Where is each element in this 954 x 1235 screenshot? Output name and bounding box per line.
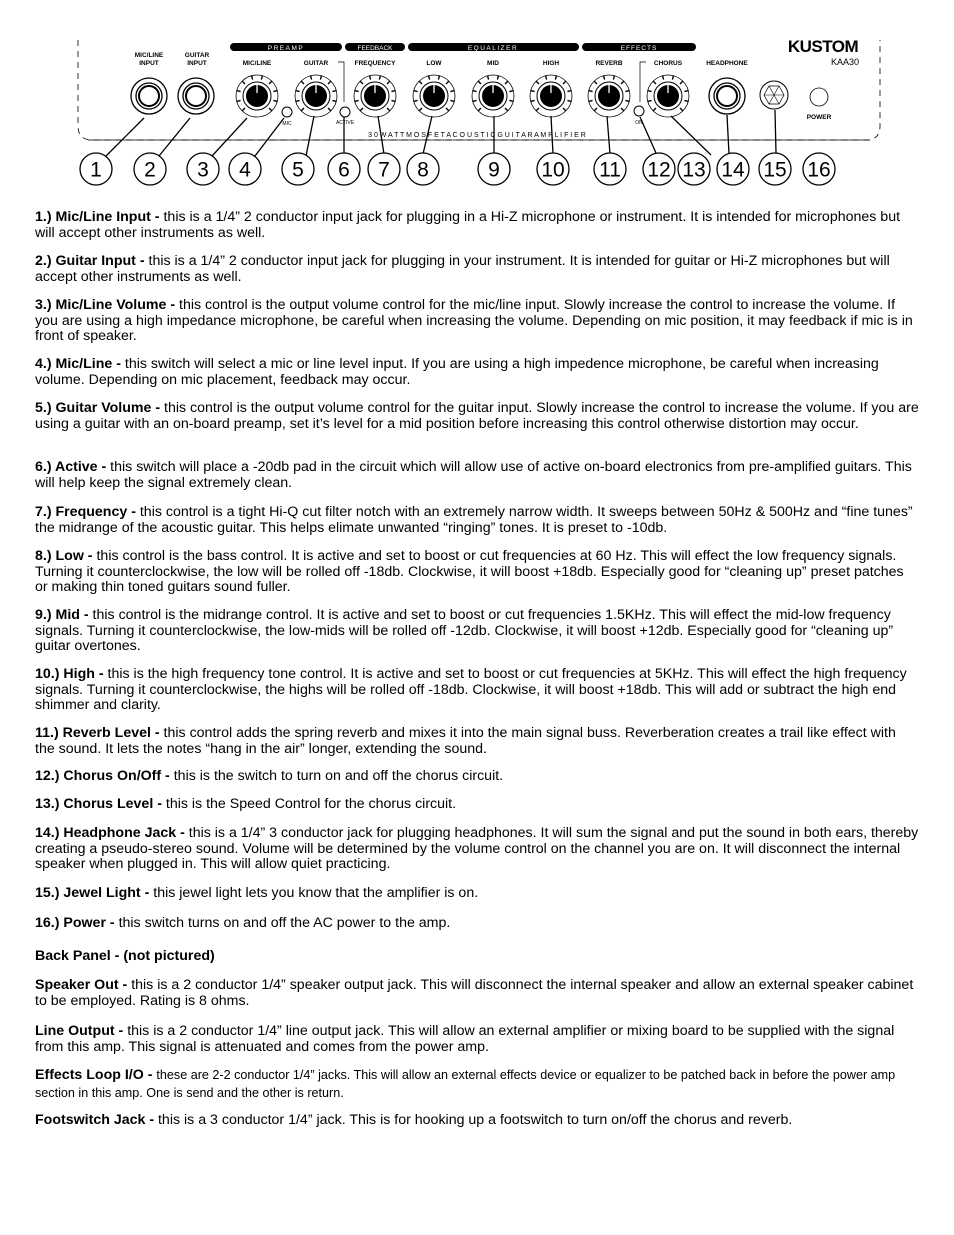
callout-7 bbox=[368, 153, 400, 185]
callout-16 bbox=[803, 153, 835, 185]
callout-13 bbox=[678, 153, 710, 185]
description-label: Speaker Out - bbox=[35, 977, 132, 993]
description-text: this is the switch to turn on and off the chorus circuit. bbox=[173, 768, 504, 784]
section-bars bbox=[230, 43, 696, 52]
callout-9 bbox=[478, 153, 510, 185]
knob-label-reverb: REVERB bbox=[595, 60, 623, 67]
description-text: this is a 1/4” 3 conductor jack for plugging headphones. It will sum the signal and put the sound in both ears, thereby creating a pseudo-stereo sound. Volume will be determined by the volume control on the channel you are on. It will disconnect the internal speaker when plugged in. This will allow quiet practicing. bbox=[35, 825, 919, 872]
description-paragraph bbox=[35, 769, 919, 785]
description-paragraph bbox=[35, 726, 919, 757]
guitar-input-jack bbox=[178, 78, 214, 114]
description-label: 10.) High - bbox=[35, 666, 108, 682]
description-label: 2.) Guitar Input - bbox=[35, 253, 149, 269]
description-text: this jewel light lets you know that the amplifier is on. bbox=[153, 885, 479, 901]
description-text: this is a 1/4” 2 conductor input jack for plugging in a Hi-Z microphone or instrument. It is intended for microphones but will accept other instruments as well. bbox=[35, 209, 901, 241]
description-label: 7.) Frequency - bbox=[35, 504, 140, 520]
label-power: POWER bbox=[806, 114, 832, 121]
description-paragraph bbox=[35, 1024, 919, 1055]
callout-number: 14 bbox=[721, 158, 745, 182]
callout-number: 16 bbox=[807, 158, 831, 182]
active-switch bbox=[340, 107, 350, 117]
description-paragraph bbox=[35, 298, 919, 345]
label-headphone: HEADPHONE bbox=[706, 60, 748, 67]
description-paragraph bbox=[35, 916, 919, 932]
description-text: this is the Speed Control for the chorus circuit. bbox=[165, 796, 457, 812]
description-text: this control is a tight Hi-Q cut filter notch with an extremely narrow width. It sweeps between 50Hz & 500Hz and “fine tunes” the midrange of the acoustic guitar. This helps elimate unwanted “ringing” tones. It is preset to -10db. bbox=[35, 504, 913, 536]
description-label: 12.) Chorus On/Off - bbox=[35, 768, 174, 784]
callout-5 bbox=[282, 153, 314, 185]
description-label: 8.) Low - bbox=[35, 548, 97, 564]
description-text: this is a 2 conductor 1/4” speaker output jack. This will disconnect the internal speaker and allow an external speaker cabinet to be employed. Rating is 8 ohms. bbox=[35, 977, 914, 1009]
frequency-knob bbox=[354, 75, 396, 117]
switch-label-on: ON bbox=[635, 120, 643, 126]
description-paragraph bbox=[35, 1066, 919, 1102]
description-paragraph bbox=[35, 826, 919, 873]
description-text: this control is the bass control. It is active and set to boost or cut frequencies at 60 Hz. This will effect the low frequency signals. Turning it counterclockwise, the low will be rolled off -18db. Clockwise, it will boost +18db. Especially good for “cleaning up” preset patches or making thin toned guitars sound fuller. bbox=[35, 548, 904, 595]
back-panel-heading: Back Panel - (not pictured) bbox=[35, 948, 215, 964]
description-paragraph bbox=[35, 886, 919, 902]
description-paragraph bbox=[35, 667, 919, 714]
section-label-equalizer: EQUALIZER bbox=[467, 45, 519, 52]
panel-tagline: 3 0 W A T T M O S F E T A C O U S T I C G U I T A R A M P L I F I E R bbox=[368, 132, 586, 139]
description-paragraph bbox=[35, 210, 919, 241]
callout-number: 8 bbox=[417, 158, 429, 182]
description-paragraph bbox=[35, 505, 919, 536]
description-paragraph bbox=[35, 401, 919, 432]
description-text: this switch will select a mic or line level input. If you are using a high impedence microphone, be careful when increasing volume. Depending on mic placement, feedback may occur. bbox=[35, 356, 879, 388]
description-label: 9.) Mid - bbox=[35, 607, 93, 623]
description-paragraph bbox=[35, 797, 919, 813]
description-label: 1.) Mic/Line Input - bbox=[35, 209, 164, 225]
description-label: Footswitch Jack - bbox=[35, 1112, 158, 1128]
callout-3 bbox=[187, 153, 219, 185]
chorus-level-knob bbox=[647, 75, 689, 117]
description-label: 3.) Mic/Line Volume - bbox=[35, 297, 179, 313]
description-paragraph bbox=[35, 549, 919, 596]
description-paragraph bbox=[35, 357, 919, 388]
mic-line-input-jack bbox=[131, 78, 167, 114]
description-text: these are 2-2 conductor 1/4” jacks. This will allow an external effects device or equalizer to be patched back in before the power amp section in this amp. One is send and the other is return. bbox=[35, 1068, 896, 1100]
description-label: 4.) Mic/Line - bbox=[35, 356, 125, 372]
callout-number: 6 bbox=[338, 158, 350, 182]
callout-number: 11 bbox=[599, 158, 621, 182]
callout-10 bbox=[537, 153, 569, 185]
callout-15 bbox=[759, 153, 791, 185]
callout-number: 9 bbox=[488, 158, 500, 182]
callout-number: 15 bbox=[763, 158, 787, 182]
power-switch bbox=[810, 88, 828, 106]
callout-1 bbox=[80, 153, 112, 185]
callout-12 bbox=[643, 153, 675, 185]
description-text: this control adds the spring reverb and mixes it into the main signal buss. Reverberation creates a trail like effect with the sound. It lets the notes “hang in the air” longer, extending the sound. bbox=[35, 725, 896, 757]
callout-number: 5 bbox=[292, 158, 304, 182]
callout-number: 3 bbox=[197, 158, 209, 182]
description-text: this switch turns on and off the AC power to the amp. bbox=[118, 915, 451, 931]
knob-label-mic-line: MIC/LINE bbox=[242, 60, 272, 67]
section-label-preamp: PREAMP bbox=[267, 45, 305, 52]
reverb-knob bbox=[588, 75, 630, 117]
callout-6 bbox=[328, 153, 360, 185]
description-paragraph bbox=[35, 1113, 919, 1129]
amp-front-panel-diagram bbox=[0, 0, 954, 200]
description-paragraph bbox=[35, 978, 919, 1009]
callout-11 bbox=[594, 153, 626, 185]
jewel-light bbox=[760, 81, 788, 109]
description-label: 15.) Jewel Light - bbox=[35, 885, 154, 901]
switch-label-active: ACTIVE bbox=[335, 120, 355, 126]
callout-number: 1 bbox=[90, 158, 102, 182]
knob-label-frequency: FREQUENCY bbox=[354, 60, 396, 67]
callout-number: 7 bbox=[378, 158, 390, 182]
description-text: this control is the output volume control for the guitar input. Slowly increase the control to increase the volume. If you are using a guitar with an on-board preamp, set it’s level for a mid position before increasing this control otherwise distortion may occur. bbox=[35, 400, 919, 432]
callout-2 bbox=[134, 153, 166, 185]
description-label: 14.) Headphone Jack - bbox=[35, 825, 189, 841]
callout-number: 13 bbox=[682, 158, 706, 182]
callout-number: 10 bbox=[541, 158, 565, 182]
description-text: this is the high frequency tone control. It is active and set to boost or cut frequencies at 5KHz. This will effect the high frequency signals. Turning it counterclockwise, the highs will be rolled off -18db. Clockwise, it will boost +18db. This will add or subtract the high end shimmer and clarity. bbox=[35, 666, 907, 713]
knob-label-low: LOW bbox=[426, 60, 442, 67]
bracket-chorus bbox=[640, 62, 646, 102]
description-label: 16.) Power - bbox=[35, 915, 119, 931]
description-text: this is a 3 conductor 1/4” jack. This is for hooking up a footswitch to turn on/off the chorus and reverb. bbox=[157, 1112, 793, 1128]
switch-label-mic: MIC bbox=[282, 121, 292, 127]
description-label: Line Output - bbox=[35, 1023, 128, 1039]
description-label: 11.) Reverb Level - bbox=[35, 725, 164, 741]
high-knob bbox=[530, 75, 572, 117]
section-label-feedback: FEEDBACK bbox=[357, 45, 393, 52]
description-text: this is a 1/4” 2 conductor input jack for plugging in your instrument. It is intended for guitar or Hi-Z microphones but will accept other instruments as well. bbox=[35, 253, 890, 285]
low-knob bbox=[413, 75, 455, 117]
description-paragraph bbox=[35, 460, 919, 491]
knob-label-chorus: CHORUS bbox=[653, 60, 683, 67]
callout-number: 2 bbox=[144, 158, 156, 182]
description-text: this switch will place a -20db pad in the circuit which will allow use of active on-board electronics from pre-amplified guitars. This will help keep the signal extremely clean. bbox=[35, 459, 912, 491]
callout-14 bbox=[717, 153, 749, 185]
section-label-effects: EFFECTS bbox=[620, 45, 658, 52]
jack-label-mic-line-input: MIC/LINE INPUT bbox=[134, 52, 164, 67]
knob-label-guitar: GUITAR bbox=[303, 60, 329, 67]
mic-line-switch bbox=[282, 107, 292, 117]
bracket-guitar bbox=[338, 62, 344, 102]
headphone-jack bbox=[709, 78, 745, 114]
description-text: this control is the midrange control. It is active and set to boost or cut frequencies 1.5KHz. This will effect the mid-low frequency signals. Turning it counterclockwise, the low-mids will be rolled off -12db. Clockwise, it will boost +12db. Especially good for “cleaning up” guitar overtones. bbox=[35, 607, 894, 654]
callout-4 bbox=[229, 153, 261, 185]
brand-logo: KUSTOM bbox=[787, 37, 859, 56]
description-label: 13.) Chorus Level - bbox=[35, 796, 166, 812]
description-text: this is a 2 conductor 1/4” line output jack. This will allow an external amplifier or mixing board to be supplied with the signal from this amp. This signal is attenuated and comes from the power amp. bbox=[35, 1023, 895, 1055]
chorus-switch bbox=[634, 106, 644, 116]
description-paragraph bbox=[35, 254, 919, 285]
description-label: 5.) Guitar Volume - bbox=[35, 400, 165, 416]
mid-knob bbox=[472, 75, 514, 117]
mic-line-volume-knob bbox=[236, 75, 278, 117]
description-label: 6.) Active - bbox=[35, 459, 111, 475]
callout-8 bbox=[407, 153, 439, 185]
knob-label-high: HIGH bbox=[542, 60, 560, 67]
description-text: this control is the output volume control for the mic/line input. Slowly increase the control to increase the volume. If you are using a high impedance microphone, be careful when increasing the volume. Depending on mic position, it may feedback if mic is in front of speaker. bbox=[35, 297, 913, 344]
description-paragraph bbox=[35, 608, 919, 655]
model-label: KAA30 bbox=[830, 57, 860, 67]
callout-number: 4 bbox=[239, 158, 251, 182]
knob-label-mid: MID bbox=[487, 60, 499, 67]
jack-label-guitar-input: GUITAR INPUT bbox=[184, 52, 210, 67]
guitar-volume-knob bbox=[295, 75, 337, 117]
description-label: Effects Loop I/O - bbox=[35, 1067, 157, 1083]
callout-number: 12 bbox=[647, 158, 671, 182]
